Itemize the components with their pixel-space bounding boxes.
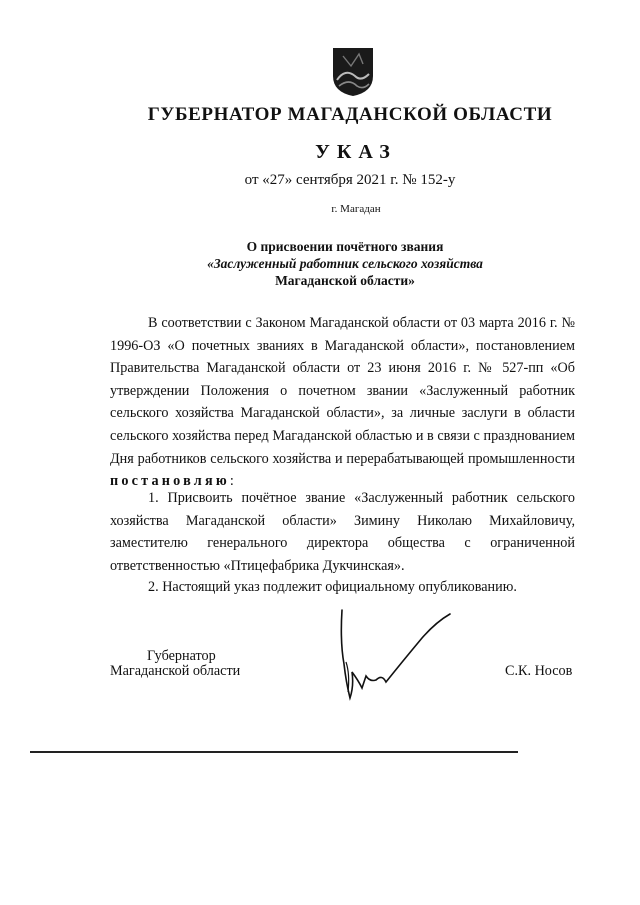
preamble-text: В соответствии с Законом Магаданской области от 03 марта 2016 г. № 1996-ОЗ «О почетных званиях в Магаданской области», постановлением Правительства Магаданской области от 23 июня 2016 г. № 527-пп «Об утверждении Положения о почетном звании «Заслуженный работник сельского хозяйства Магаданской области», за личные заслуги в области сельского хозяйства перед Магаданской областью и в связи с празднованием Дня работников сельского хозяйства и перерабатывающей промышленности <box>110 315 575 467</box>
decree-item-1: 1. Присвоить почётное звание «Заслуженный работник сельского хозяйства Магаданской области» Зимину Николаю Михайловичу, заместителю генерального директора общества с ограниченной ответственностью «Птицефабрика Дукчинская». <box>110 490 575 574</box>
decree-item-2: 2. Настоящий указ подлежит официальному опубликованию. <box>148 579 517 595</box>
handwritten-signature <box>332 602 462 710</box>
signer-position: Губернатор <box>147 648 216 664</box>
signer-name: С.К. Носов <box>505 663 573 679</box>
footer-divider <box>30 751 518 753</box>
document-title <box>40 238 640 289</box>
title-line: О присвоении почётного звания <box>246 239 444 254</box>
title-line: «Заслуженный работник сельского хозяйства <box>207 256 483 271</box>
coat-of-arms-icon <box>331 46 375 98</box>
document-type: УКАЗ <box>315 141 397 163</box>
decree-word: постановляю <box>110 473 230 490</box>
place-of-issue: г. Магадан <box>331 203 381 215</box>
signer-region: Магаданской области <box>110 663 241 679</box>
decree-colon: : <box>229 473 234 490</box>
preamble-paragraph <box>110 312 575 493</box>
issuing-authority: ГУБЕРНАТОР МАГАДАНСКОЙ ОБЛАСТИ <box>147 104 553 125</box>
date-and-number: от «27» сентября 2021 г. № 152-у <box>244 172 456 188</box>
title-line: Магаданской области» <box>275 273 415 288</box>
